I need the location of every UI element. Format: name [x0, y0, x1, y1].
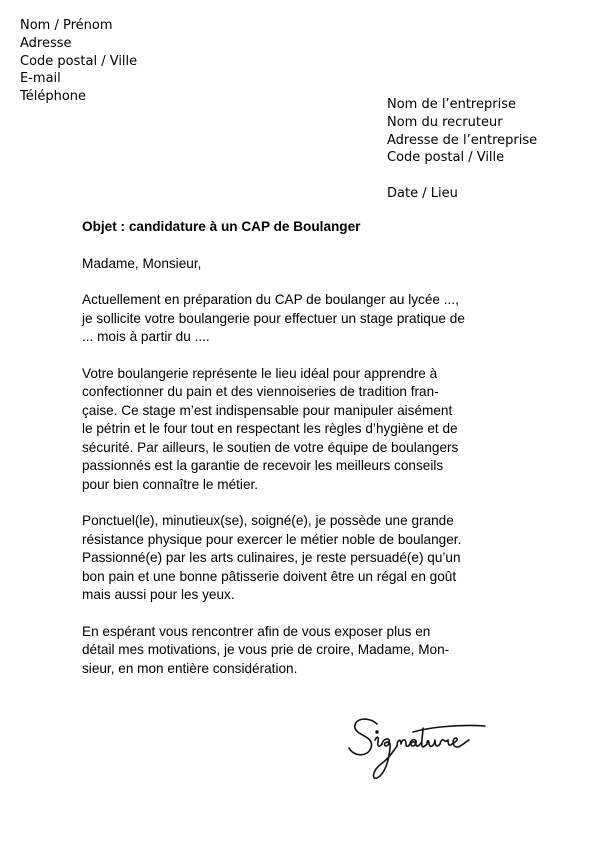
paragraph-motivation: [82, 365, 512, 495]
letter-body: [82, 218, 512, 678]
text-line: çaise. Ce stage m’est indispensable pour manipuler aisément: [82, 402, 453, 418]
paragraph-closing: [82, 623, 512, 679]
text-line: Ponctuel(le), minutieux(se), soigné(e), je possède une grande: [82, 513, 454, 528]
signature-image: [345, 706, 490, 786]
text-line: sieur, en mon entière considération.: [82, 660, 298, 676]
paragraph-qualities: [82, 512, 512, 605]
text-line: mais aussi pour les yeux.: [82, 587, 235, 602]
text-line: ... mois à partir du ....: [82, 329, 210, 344]
sender-address: Adresse: [20, 35, 72, 51]
recipient-block: [387, 96, 537, 203]
text-line: Actuellement en préparation du CAP de boulanger au lycée ...,: [82, 292, 459, 307]
sender-block: [20, 17, 137, 106]
recipient-postal-city: Code postal / Ville: [387, 150, 505, 166]
recipient-company: Nom de l’entreprise: [387, 97, 516, 112]
text-line: confectionner du pain et des viennoiseries de tradition fran-: [82, 384, 439, 399]
text-line: pour bien connaître le métier.: [82, 476, 259, 492]
recipient-recruiter: Nom du recruteur: [387, 114, 503, 130]
text-line: le pétrin et le four tout en respectant les règles d’hygiène et de: [82, 421, 458, 436]
salutation: Madame, Monsieur,: [82, 255, 202, 271]
subject-line: Objet : candidature à un CAP de Boulanger: [82, 219, 361, 234]
text-line: bon pain et une bonne pâtisserie doivent être un régal en goût: [82, 568, 457, 584]
text-line: Votre boulangerie représente le lieu idéal pour apprendre à: [82, 365, 438, 381]
sender-email: E-mail: [20, 71, 61, 87]
paragraph-intro: [82, 291, 512, 347]
text-line: Passionné(e) par les arts culinaires, je reste persuadé(e) qu’un: [82, 550, 461, 565]
text-line: je sollicite votre boulangerie pour effectuer un stage pratique de: [82, 310, 465, 326]
sender-name: Nom / Prénom: [20, 18, 113, 33]
text-line: passionnés est la garantie de recevoir les meilleurs conseils: [82, 458, 444, 473]
text-line: En espérant vous rencontrer afin de vous exposer plus en: [82, 623, 431, 639]
date-place: Date / Lieu: [387, 186, 458, 202]
recipient-address: Adresse de l’entreprise: [387, 132, 538, 148]
text-line: résistance physique pour exercer le métier noble de boulanger.: [82, 531, 462, 547]
sender-postal-city: Code postal / Ville: [20, 53, 138, 69]
sender-phone: Téléphone: [20, 89, 87, 105]
text-line: sécurité. Par ailleurs, le soutien de votre équipe de boulangers: [82, 439, 459, 455]
text-line: détail mes motivations, je vous prie de croire, Madame, Mon-: [82, 642, 450, 657]
